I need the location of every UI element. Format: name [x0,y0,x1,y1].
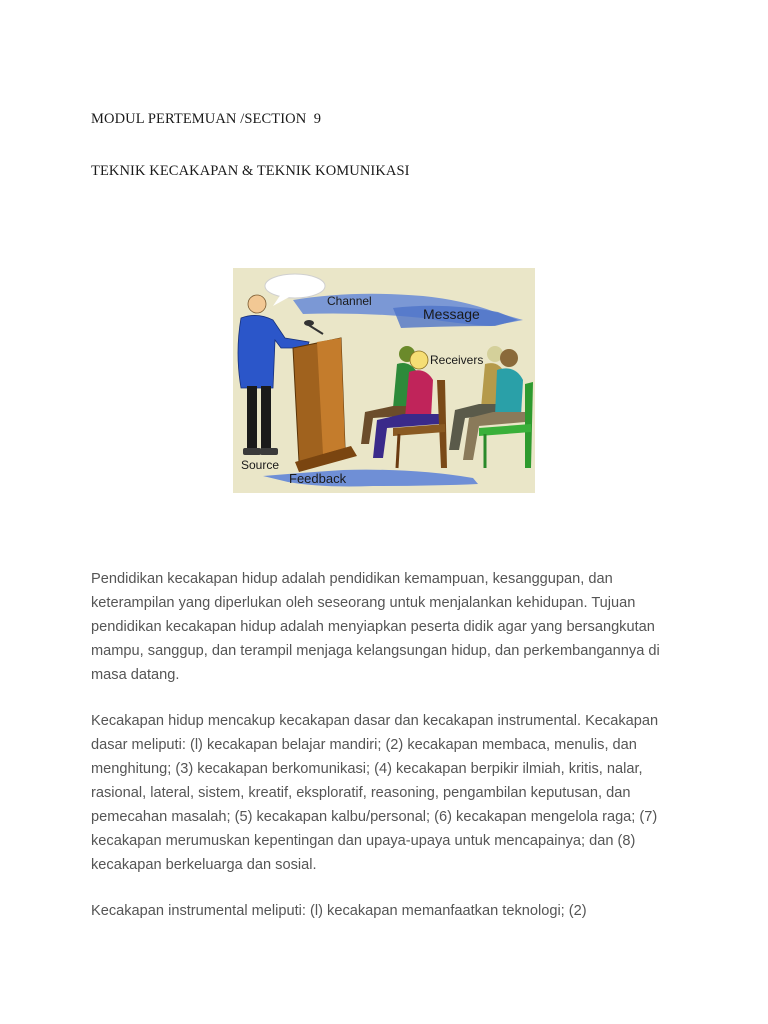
speech-bubble [265,274,325,298]
paragraph-basic-skills: Kecakapan hidup mencakup kecakapan dasar dan kecakapan instrumental. Kecakapan dasar meliputi: (l) kecakapan belajar mandiri; (2) kecakapan membaca, menulis, dan menghitung; (3) kecakapan berkomunikasi; (4) kecakapan berpikir ilmiah, kritis, nalar, rasional, lateral, sistem, kreatif, eksploratif, reasoning, pengambilan keputusan, dan pemecahan masalah; (5) kecakapan kalbu/personal; (6) kecakapan mengelola raga; (7) kecakapan merumuskan kepentingan dan upaya-upaya untuk mencapainya; dan (8) kecakapan berkeluarga dan sosial. [91,713,659,873]
chair-1-leg [397,434,399,468]
figure-label-message: Message [423,306,480,322]
speaker-shoe-left [243,448,261,455]
speaker-head [248,295,266,313]
receiver-2-head [410,351,428,369]
speaker-shoe-right [260,448,278,455]
figure-label-receivers: Receivers [430,353,484,367]
figure-label-feedback: Feedback [289,471,347,486]
receiver-4-head [500,349,518,367]
speaker-leg-left [247,386,257,450]
figure-label-source: Source [241,458,280,472]
speaker-leg-right [261,386,271,450]
receiver-4-body [495,368,523,416]
figure-label-channel: Channel [327,294,372,308]
paragraph-life-skills-definition: Pendidikan kecakapan hidup adalah pendidikan kemampuan, kesanggupan, dan keterampilan yang diperlukan oleh seseorang untuk menjalankan kehidupan. Tujuan pendidikan kecakapan hidup adalah menyiapkan peserta didik agar yang bersangkutan mampu, sanggup, dan terampil menjaga kelangsungan hidup, dan perkembangannya di masa datang. [91,571,660,683]
receiver-2-body [405,370,433,418]
microphone-icon [304,320,314,326]
topic-title: TEKNIK KECAKAPAN & TEKNIK KOMUNIKASI [91,163,410,179]
communication-model-figure [233,268,535,493]
paragraph-instrumental-skills: Kecakapan instrumental meliputi: (l) kecakapan memanfaatkan teknologi; (2) [91,903,587,919]
module-title: MODUL PERTEMUAN /SECTION 9 [91,111,322,127]
